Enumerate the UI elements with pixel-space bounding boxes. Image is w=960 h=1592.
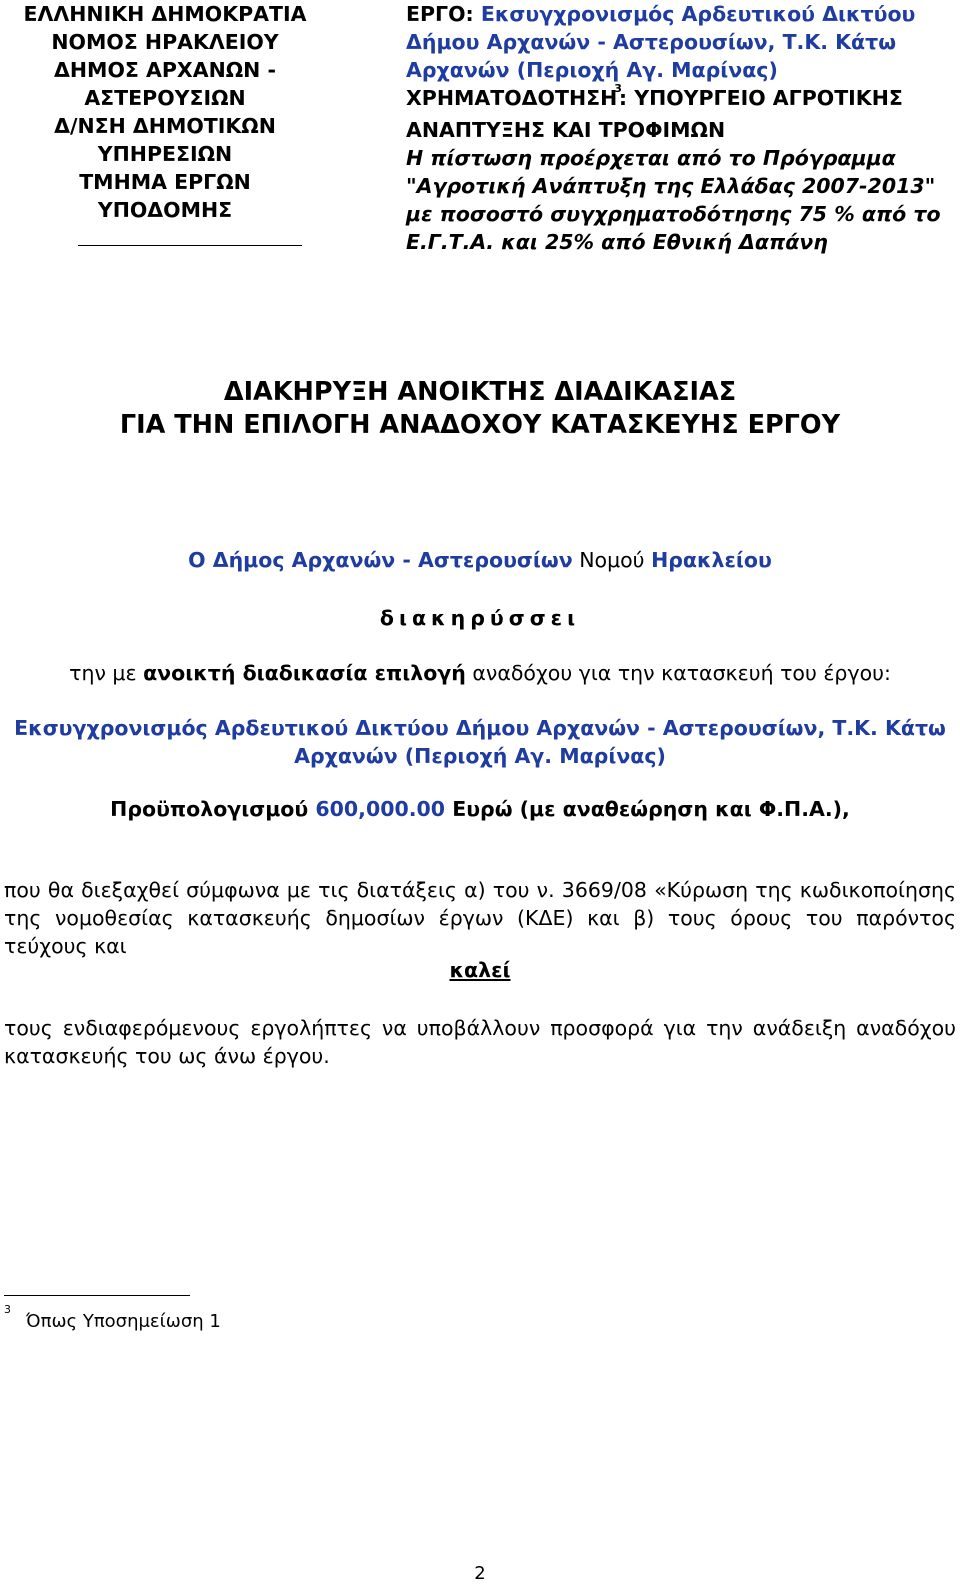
authority-line: ΔΗΜΟΣ ΑΡΧΑΝΩΝ - <box>54 58 276 82</box>
procedure-prefix: την με <box>69 661 137 685</box>
authority-line: ΥΠΗΡΕΣΙΩΝ <box>97 142 233 166</box>
authority-line: ΥΠΟΔΟΜΗΣ <box>97 198 233 222</box>
funding-label: ΧΡΗΜΑΤΟΔΟΤΗΣΗ <box>406 86 618 110</box>
title-line: ΔΙΑΚΗΡΥΞΗ ΑΝΟΙΚΤΗΣ ΔΙΑΔΙΚΑΣΙΑΣ <box>223 377 737 407</box>
project-name <box>0 714 960 770</box>
prefecture-word: Νομού <box>579 548 645 572</box>
procedure-suffix: αναδόχου για την κατασκευή του έργου: <box>472 661 891 685</box>
page-number: 2 <box>474 1563 486 1584</box>
paragraph-line: της νομοθεσίας κατασκευής δημοσίων έργων (ΚΔΕ) και β) τους όρους του παρόντος <box>4 906 956 930</box>
project-name-line: Αρχανών (Περιοχή Αγ. Μαρίνας) <box>406 58 778 82</box>
authority-line: ΤΜΗΜΑ ΕΡΓΩΝ <box>79 170 251 194</box>
project-name-line: Δήμου Αρχανών - Αστερουσίων, Τ.Κ. Κάτω <box>406 30 897 54</box>
calls-word: καλεί <box>449 958 511 982</box>
municipality-name: Ο Δήμος Αρχανών - Αστερουσίων <box>188 548 573 572</box>
project-info-block <box>406 0 958 256</box>
funding-line: ΑΝΑΠΤΥΞΗΣ ΚΑΙ ΤΡΟΦΙΜΩΝ <box>406 118 726 142</box>
program-line: Η πίστωση προέρχεται από το Πρόγραμμα <box>406 146 896 170</box>
budget-suffix: Ευρώ (με αναθεώρηση και Φ.Π.Α.), <box>452 797 850 821</box>
budget-amount: 600,000.00 <box>315 797 446 821</box>
budget-label: Προϋπολογισμού <box>110 797 309 821</box>
authority-line: Δ/ΝΣΗ ΔΗΜΟΤΙΚΩΝ <box>54 114 276 138</box>
footnote-divider <box>4 1295 190 1296</box>
program-line: Ε.Γ.Τ.Α. και 25% από Εθνική Δαπάνη <box>406 230 828 254</box>
paragraph-line: τεύχους και <box>4 934 127 958</box>
municipality-line <box>0 546 960 574</box>
authority-line: ΕΛΛΗΝΙΚΗ ΔΗΜΟΚΡΑΤΙΑ <box>23 2 307 26</box>
paragraph-invitation <box>4 1014 956 1070</box>
project-name-line: Εκσυγχρονισμός Αρδευτικού Δικτύου Δήμου Αρχανών - Αστερουσίων, Τ.Κ. Κάτω <box>14 716 946 740</box>
paragraph-terms <box>4 876 956 960</box>
project-name-line: Αρχανών (Περιοχή Αγ. Μαρίνας) <box>294 744 666 768</box>
funding-value: : ΥΠΟΥΡΓΕΙΟ ΑΓΡΟΤΙΚΗΣ <box>618 86 903 110</box>
program-line: με ποσοστό συγχρηματοδότησης 75 % από το <box>406 202 941 226</box>
paragraph-line: τους ενδιαφερόμενους εργολήπτες να υποβάλλουν προσφορά για την ανάδειξη αναδόχου <box>4 1016 956 1040</box>
paragraph-line: κατασκευής του ως άνω έργου. <box>4 1044 330 1068</box>
footnote-reference[interactable]: 3 <box>614 82 622 95</box>
prefecture-name: Ηρακλείου <box>651 548 772 572</box>
program-line: "Αγροτική Ανάπτυξη της Ελλάδας 2007-2013" <box>406 174 936 198</box>
footnote-text: Όπως Υποσημείωση 1 <box>26 1311 221 1332</box>
project-label: ΕΡΓΟ: <box>406 2 474 26</box>
authority-line: ΑΣΤΕΡΟΥΣΙΩΝ <box>84 86 246 110</box>
footnote-mark: 3 <box>4 1303 11 1316</box>
paragraph-line: που θα διεξαχθεί σύμφωνα με τις διατάξεις α) του ν. 3669/08 «Κύρωση της κωδικοποίησης <box>4 878 956 902</box>
budget-line <box>0 795 960 823</box>
project-name-line: Εκσυγχρονισμός Αρδευτικού Δικτύου <box>480 2 916 26</box>
procedure-type: ανοικτή διαδικασία επιλογή <box>143 661 466 685</box>
document-title <box>0 376 960 442</box>
announces-word: διακηρύσσει <box>379 606 581 630</box>
authority-divider <box>78 245 302 246</box>
title-line: ΓΙΑ ΤΗΝ ΕΠΙΛΟΓΗ ΑΝΑΔΟΧΟΥ ΚΑΤΑΣΚΕΥΗΣ ΕΡΓΟΥ <box>119 410 841 440</box>
issuing-authority-block <box>20 0 310 224</box>
authority-line: ΝΟΜΟΣ ΗΡΑΚΛΕΙΟΥ <box>51 30 279 54</box>
procedure-line <box>0 659 960 687</box>
